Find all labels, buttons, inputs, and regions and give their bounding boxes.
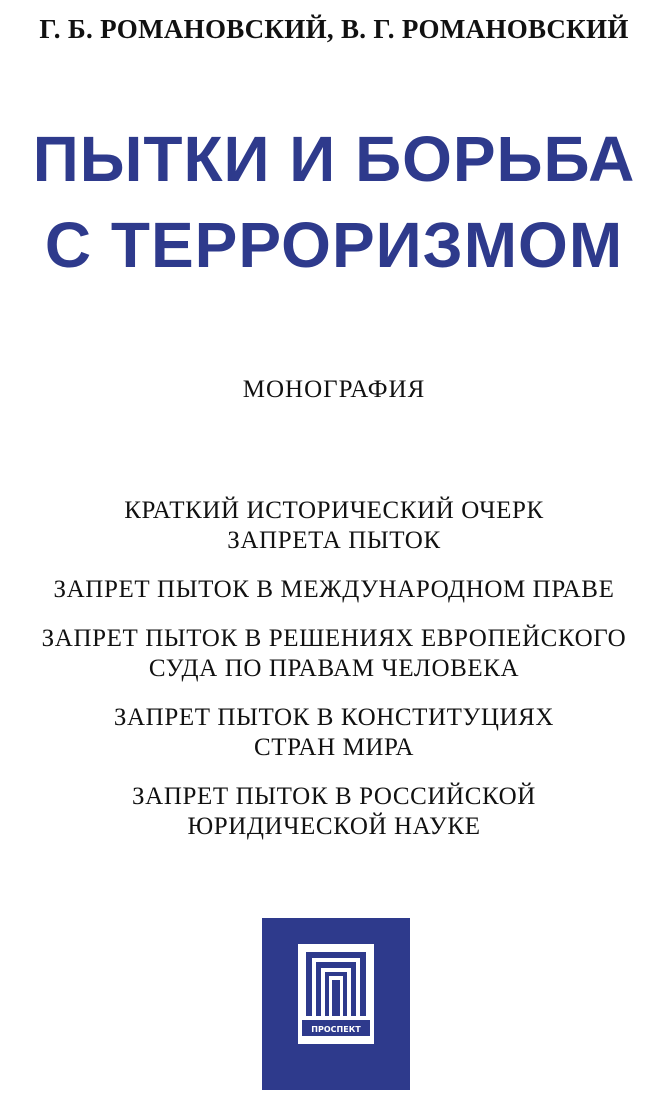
- publisher-logo-block: [262, 918, 410, 1090]
- topic-line: ЗАПРЕТ ПЫТОК В РОССИЙСКОЙ: [132, 783, 536, 810]
- topic-line: ЮРИДИЧЕСКОЙ НАУКЕ: [187, 813, 481, 840]
- topic-line: КРАТКИЙ ИСТОРИЧЕСКИЙ ОЧЕРК: [124, 497, 544, 524]
- topic-line: СТРАН МИРА: [253, 734, 415, 761]
- topic-line: ЗАПРЕТ ПЫТОК В РЕШЕНИЯХ ЕВРОПЕЙСКОГО: [41, 625, 627, 652]
- subtitle: МОНОГРАФИЯ: [242, 376, 426, 403]
- title-line-1: ПЫТКИ И БОРЬБА: [32, 123, 636, 195]
- topic-item: [0, 782, 668, 842]
- authors: Г. Б. РОМАНОВСКИЙ, В. Г. РОМАНОВСКИЙ: [39, 14, 629, 44]
- topic-line: ЗАПРЕТ ПЫТОК В МЕЖДУНАРОДНОМ ПРАВЕ: [53, 576, 615, 603]
- topic-line: СУДА ПО ПРАВАМ ЧЕЛОВЕКА: [148, 655, 520, 682]
- topic-line: ЗАПРЕТ ПЫТОК В КОНСТИТУЦИЯХ: [113, 704, 555, 731]
- title-line-2: С ТЕРРОРИЗМОМ: [44, 209, 624, 281]
- publisher-name: ПРОСПЕКТ: [311, 1025, 361, 1034]
- topics-list: [0, 496, 668, 861]
- topic-item: [0, 703, 668, 763]
- topic-line: ЗАПРЕТА ПЫТОК: [227, 527, 441, 554]
- topic-item: [0, 496, 668, 556]
- topic-item: [0, 624, 668, 684]
- book-title: [0, 116, 668, 288]
- topic-item: [0, 575, 668, 605]
